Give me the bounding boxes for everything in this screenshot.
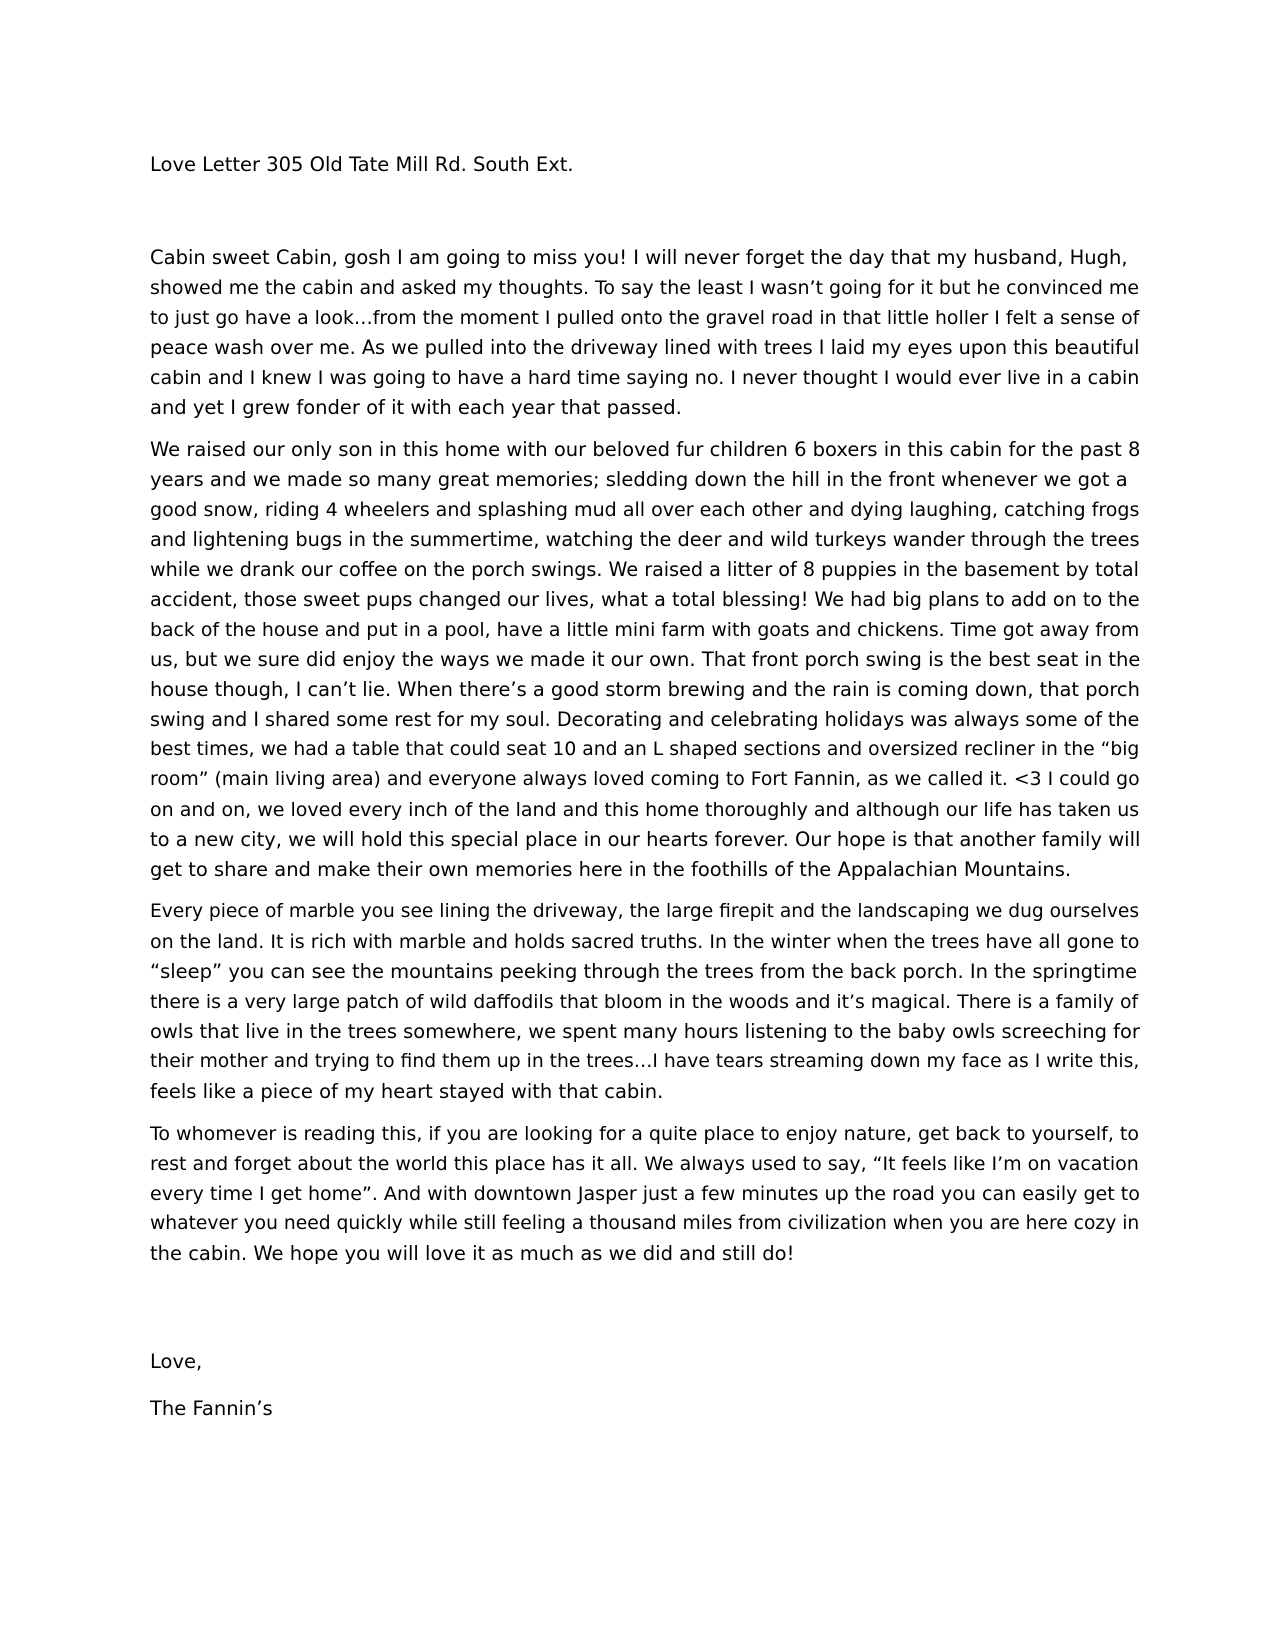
paragraph-line: to a new city, we will hold this special place in our hearts forever. Our hope is that another family will	[150, 828, 1141, 851]
paragraph-line: years and we made so many great memories; sledding down the hill in the front whenever we got a	[150, 468, 1128, 491]
paragraph-line: room” (main living area) and everyone always loved coming to Fort Fannin, as we called it. <3 I could go	[150, 769, 1140, 790]
paragraph-line: to just go have a look…from the moment I pulled onto the gravel road in that little holler I felt a sense of	[150, 307, 1140, 329]
paragraph-line: the cabin. We hope you will love it as much as we did and still do!	[150, 1242, 795, 1265]
paragraph-line: Cabin sweet Cabin, gosh I am going to miss you! I will never forget the day that my husband, Hugh,	[150, 246, 1128, 269]
paragraph-line: back of the house and put in a pool, have a little mini farm with goats and chickens. Time got away from	[150, 619, 1140, 641]
paragraph-line: and lightening bugs in the summertime, watching the deer and wild turkeys wander through the trees	[150, 528, 1140, 551]
letter-signature: The Fannin’s	[150, 1397, 273, 1420]
paragraph-line: cabin and I knew I was going to have a hard time saying no. I never thought I would ever live in a cabin	[150, 367, 1140, 389]
paragraph-line: peace wash over me. As we pulled into the driveway lined with trees I laid my eyes upon this beautiful	[150, 336, 1140, 359]
paragraph-line: while we drank our coffee on the porch swings. We raised a litter of 8 puppies in the basement by total	[150, 558, 1139, 581]
paragraph-1	[150, 243, 1140, 423]
paragraph-line: on the land. It is rich with marble and holds sacred truths. In the winter when the trees have all gone to	[150, 931, 1140, 953]
paragraph-line: To whomever is reading this, if you are looking for a quite place to enjoy nature, get back to yourself, to	[150, 1123, 1139, 1145]
paragraph-line: whatever you need quickly while still feeling a thousand miles from civilization when you are here cozy in	[150, 1213, 1140, 1234]
paragraph-line: there is a very large patch of wild daffodils that bloom in the woods and it’s magical. There is a family of	[150, 991, 1139, 1013]
paragraph-line: rest and forget about the world this place has it all. We always used to say, “It feels like I’m on vacation	[150, 1153, 1139, 1175]
letter-title: Love Letter 305 Old Tate Mill Rd. South Ext.	[150, 153, 574, 176]
paragraph-line: on and on, we loved every inch of the land and this home thoroughly and although our life has taken us	[150, 799, 1140, 821]
paragraph-line: Every piece of marble you see lining the driveway, the large firepit and the landscaping we dug ourselves	[150, 901, 1140, 922]
paragraph-line: house though, I can’t lie. When there’s a good storm brewing and the rain is coming down, that porch	[150, 678, 1140, 701]
paragraph-line: We raised our only son in this home with our beloved fur children 6 boxers in this cabin for the past 8	[150, 438, 1141, 461]
paragraph-2	[150, 435, 1140, 885]
paragraph-line: good snow, riding 4 wheelers and splashing mud all over each other and dying laughing, catching frogs	[150, 499, 1140, 521]
paragraph-4	[150, 1119, 1140, 1269]
paragraph-line: swing and I shared some rest for my soul. Decorating and celebrating holidays was always some of the	[150, 708, 1140, 731]
paragraph-line: their mother and trying to find them up in the trees…I have tears streaming down my face as I write this,	[150, 1051, 1140, 1072]
paragraph-line: us, but we sure did enjoy the ways we made it our own. That front porch swing is the best seat in the	[150, 648, 1141, 671]
paragraph-3	[150, 897, 1140, 1107]
paragraph-line: owls that live in the trees somewhere, we spent many hours listening to the baby owls screeching for	[150, 1020, 1140, 1043]
letter-body	[150, 243, 1140, 1281]
paragraph-line: and yet I grew fonder of it with each year that passed.	[150, 396, 682, 419]
paragraph-line: best times, we had a table that could seat 10 and an L shaped sections and oversized recliner in the “big	[150, 739, 1140, 760]
paragraph-line: showed me the cabin and asked my thoughts. To say the least I wasn’t going for it but he convinced me	[150, 277, 1140, 299]
paragraph-line: feels like a piece of my heart stayed with that cabin.	[150, 1080, 664, 1103]
paragraph-line: “sleep” you can see the mountains peeking through the trees from the back porch. In the springtime	[150, 960, 1138, 983]
paragraph-line: every time I get home”. And with downtown Jasper just a few minutes up the road you can easily get to	[150, 1183, 1140, 1205]
paragraph-line: accident, those sweet pups changed our lives, what a total blessing! We had big plans to add on to the	[150, 588, 1140, 611]
paragraph-line: get to share and make their own memories here in the foothills of the Appalachian Mountains.	[150, 858, 1072, 881]
letter-closing: Love,	[150, 1350, 203, 1373]
